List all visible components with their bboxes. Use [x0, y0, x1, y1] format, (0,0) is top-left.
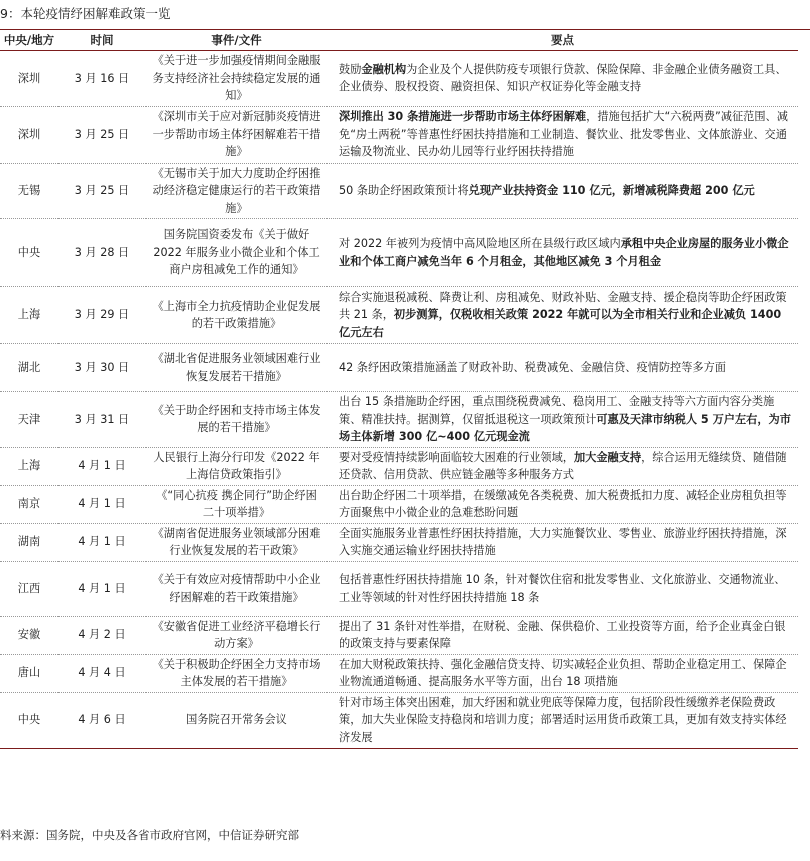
region-cell: 深圳 [0, 106, 58, 163]
document-cell: 《湖北省促进服务业领域困难行业恢复发展若干措施》 [146, 344, 327, 392]
date-cell: 4 月 1 日 [58, 485, 146, 523]
table-row [0, 106, 798, 163]
region-cell: 上海 [0, 287, 58, 344]
date-cell: 3 月 25 日 [58, 163, 146, 219]
point-text: ，措施包括扩大“六税两费”减征范围、减免“房土两税”等普惠性纾困扶持措施和工业制造、餐饮业、批发零售业、文体旅游业、交通运输及物流业、民办幼儿园等行业纾困扶持措施 [339, 110, 788, 159]
figure-title: 9：本轮疫情纾困解难政策一览 [0, 6, 171, 21]
table-row [0, 163, 798, 219]
document-cell: 《关于进一步加强疫情期间金融服务支持经济社会持续稳定发展的通知》 [146, 51, 327, 107]
highlight-text: 承租中央企业房屋的服务业小微企业和个体工商户减免当年 6 个月租金，其他地区减免 3 个月租金 [339, 237, 789, 268]
date-cell: 4 月 1 日 [58, 561, 146, 616]
date-cell: 4 月 4 日 [58, 654, 146, 692]
table-row [0, 219, 798, 287]
document-cell: 《关于积极助企纾困全力支持市场主体发展的若干措施》 [146, 654, 327, 692]
point-text: ，综合运用无缝续贷、随借随还贷款、信用贷款、供应链金融等多种服务方式 [339, 450, 787, 481]
document-cell: 《关于助企纾困和支持市场主体发展的若干措施》 [146, 392, 327, 448]
date-cell: 3 月 29 日 [58, 287, 146, 344]
table-row [0, 51, 798, 107]
key-points-cell [327, 344, 798, 392]
document-cell: 《湖南省促进服务业领域部分困难行业恢复发展的若干政策》 [146, 523, 327, 561]
date-cell: 3 月 30 日 [58, 344, 146, 392]
table-row [0, 485, 798, 523]
point-text: 鼓励 [339, 62, 362, 76]
key-points-cell [327, 616, 798, 654]
point-text: 出台 15 条措施助企纾困，重点围绕税费减免、稳岗用工、金融支持等六方面内容分类施策、精准扶持。据测算，仅留抵退税这一项政策预计 [339, 395, 775, 426]
date-cell: 3 月 16 日 [58, 51, 146, 107]
table-row [0, 447, 798, 485]
region-cell: 唐山 [0, 654, 58, 692]
point-text: 50 条助企纾困政策预计将 [339, 184, 469, 197]
highlight-text: 可惠及天津市纳税人 5 万户左右，为市场主体新增 300 亿~400 亿元现金流 [339, 412, 791, 443]
key-points-cell [327, 692, 798, 748]
key-points-cell [327, 163, 798, 219]
key-points-cell [327, 561, 798, 616]
region-cell: 中央 [0, 692, 58, 748]
table-row [0, 523, 798, 561]
date-cell: 4 月 1 日 [58, 523, 146, 561]
table-row [0, 561, 798, 616]
point-text: 针对市场主体突出困难，加大纾困和就业兜底等保障力度，包括阶段性缓缴养老保险费政策，加大失业保险支持稳岗和培训力度；部署适时运用货币政策工具，更加有效支持实体经济发展 [339, 695, 787, 744]
region-cell: 无锡 [0, 163, 58, 219]
highlight-text: 金融机构 [361, 62, 407, 76]
point-text: 为企业及个人提供防疫专项银行贷款、保险保障、非金融企业债务融资工具、企业债券、股权投资、融资担保、知识产权证券化等金融支持 [339, 62, 787, 94]
document-cell: 《“同心抗疫 携企同行”助企纾困二十项举措》 [146, 485, 327, 523]
key-points-cell [327, 106, 798, 163]
table-row [0, 344, 798, 392]
date-cell: 4 月 6 日 [58, 692, 146, 748]
region-cell: 湖南 [0, 523, 58, 561]
point-text: 对 2022 年被列为疫情中高风险地区所在县级行政区域内 [339, 237, 621, 250]
region-cell: 中央 [0, 219, 58, 287]
key-points-cell [327, 447, 798, 485]
document-cell: 国务院召开常务会议 [146, 692, 327, 748]
document-cell: 《关于有效应对疫情帮助中小企业纾困解难的若干政策措施》 [146, 561, 327, 616]
document-cell: 人民银行上海分行印发《2022 年上海信贷政策指引》 [146, 447, 327, 485]
key-points-cell [327, 392, 798, 448]
region-cell: 天津 [0, 392, 58, 448]
region-cell: 上海 [0, 447, 58, 485]
document-cell: 《上海市全力抗疫情助企业促发展的若干政策措施》 [146, 287, 327, 344]
document-cell: 国务院国资委发布《关于做好 2022 年服务业小微企业和个体工商户房租减免工作的通知》 [146, 219, 327, 287]
highlight-text: 深圳推出 30 条措施进一步帮助市场主体纾困解难 [339, 110, 587, 124]
highlight-text: 加大金融支持 [573, 450, 642, 464]
document-cell: 《无锡市关于加大力度助企纾困推动经济稳定健康运行的若干政策措施》 [146, 163, 327, 219]
document-cell: 《安徽省促进工业经济平稳增长行动方案》 [146, 616, 327, 654]
point-text: 要对受疫情持续影响面临较大困难的行业领域， [339, 450, 574, 464]
header-key-points: 要点 [327, 30, 798, 51]
region-cell: 深圳 [0, 51, 58, 107]
key-points-cell [327, 654, 798, 692]
point-text: 包括普惠性纾困扶持措施 10 条，针对餐饮住宿和批发零售业、文化旅游业、交通物流业、工业等领域的针对性纾困扶持措施 18 条 [339, 573, 786, 604]
table-row [0, 287, 798, 344]
point-text: 全面实施服务业普惠性纾困扶持措施，大力实施餐饮业、零售业、旅游业纾困扶持措施，深入实施交通运输业纾困扶持措施 [339, 526, 787, 557]
source-note: 料来源：国务院，中央及各省市政府官网，中信证券研究部 [0, 828, 299, 842]
table-row [0, 392, 798, 448]
date-cell: 4 月 2 日 [58, 616, 146, 654]
point-text: 在加大财税政策扶持、强化金融信贷支持、切实减轻企业负担、帮助企业稳定用工、保障企业物流通道畅通、提高服务水平等方面，出台 18 项措施 [339, 657, 787, 688]
point-text: 出台助企纾困二十项举措，在缓缴减免各类税费、加大税费抵扣力度、减轻企业房租负担等方面聚焦中小微企业的急难愁盼问题 [339, 488, 787, 519]
region-cell: 江西 [0, 561, 58, 616]
header-region: 中央/地方 [0, 30, 58, 51]
highlight-text: 初步测算，仅税收相关政策 2022 年就可以为全市相关行业和企业减负 1400 亿元左右 [339, 308, 782, 339]
point-text: 综合实施退税减税、降费让利、房租减免、财政补贴、金融支持、援企稳岗等助企纾困政策共 21 条， [339, 290, 787, 322]
table-header-row [0, 30, 798, 51]
table-row [0, 654, 798, 692]
table-row [0, 616, 798, 654]
document-cell: 《深圳市关于应对新冠肺炎疫情进一步帮助市场主体纾困解难若干措施》 [146, 106, 327, 163]
region-cell: 安徽 [0, 616, 58, 654]
region-cell: 湖北 [0, 344, 58, 392]
key-points-cell [327, 523, 798, 561]
key-points-cell [327, 51, 798, 107]
region-cell: 南京 [0, 485, 58, 523]
date-cell: 3 月 28 日 [58, 219, 146, 287]
key-points-cell [327, 287, 798, 344]
highlight-text: 兑现产业扶持资金 110 亿元，新增减税降费超 200 亿元 [468, 184, 755, 197]
date-cell: 3 月 31 日 [58, 392, 146, 448]
key-points-cell [327, 485, 798, 523]
date-cell: 4 月 1 日 [58, 447, 146, 485]
point-text: 提出了 31 条针对性举措，在财税、金融、保供稳价、工业投资等方面，给予企业真金白银的政策支持与要素保障 [339, 619, 786, 650]
header-date: 时间 [58, 30, 146, 51]
point-text: 42 条纾困政策措施涵盖了财政补助、税费减免、金融信贷、疫情防控等多方面 [339, 360, 726, 374]
header-document: 事件/文件 [146, 30, 327, 51]
date-cell: 3 月 25 日 [58, 106, 146, 163]
key-points-cell [327, 219, 798, 287]
table-row [0, 692, 798, 748]
policy-table [0, 30, 798, 749]
